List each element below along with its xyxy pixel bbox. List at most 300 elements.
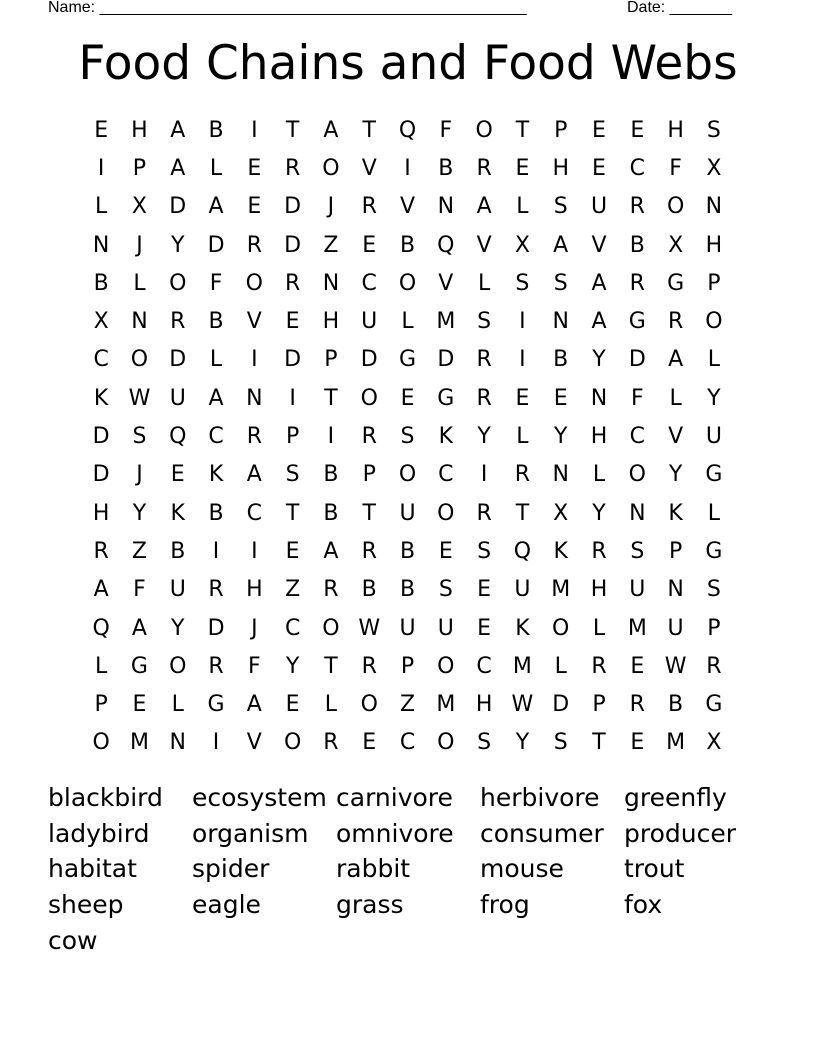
grid-letter: E <box>285 309 300 335</box>
grid-letter: O <box>130 347 149 373</box>
grid-letter: R <box>629 692 645 718</box>
grid-letter: N <box>246 385 263 411</box>
grid-letter: A <box>246 692 262 718</box>
grid-letter: L <box>477 270 491 296</box>
grid-letter: E <box>592 155 606 181</box>
grid-letter: C <box>284 615 301 641</box>
grid-letter: O <box>705 309 723 335</box>
grid-letter: Y <box>477 424 491 450</box>
grid-letter: S <box>553 194 568 220</box>
grid-letter: L <box>324 692 338 718</box>
grid-letter: J <box>327 194 335 220</box>
grid-letter: C <box>629 424 645 450</box>
grid-letter: H <box>322 309 340 335</box>
grid-letter: M <box>436 692 456 718</box>
grid-letter: E <box>515 155 530 181</box>
grid-letter: L <box>209 155 223 181</box>
grid-letter: S <box>132 424 147 450</box>
grid-letter: N <box>590 385 608 411</box>
grid-letter: V <box>438 270 454 296</box>
grid-letter: U <box>514 577 531 603</box>
grid-letter: A <box>591 270 607 296</box>
grid-letter: C <box>246 500 263 526</box>
grid-letter: Y <box>132 500 147 526</box>
grid-letter: R <box>208 577 224 603</box>
word-list-item: trout <box>624 854 685 884</box>
grid-letter: B <box>361 577 377 603</box>
grid-letter: A <box>93 577 109 603</box>
grid-letter: O <box>360 385 378 411</box>
grid-letter: Y <box>285 653 300 679</box>
grid-letter: H <box>705 232 723 258</box>
grid-letter: I <box>519 309 526 335</box>
grid-letter: P <box>400 653 415 679</box>
grid-letter: E <box>477 577 492 603</box>
grid-letter: H <box>131 117 148 143</box>
grid-letter: N <box>437 194 455 220</box>
grid-letter: P <box>707 615 721 641</box>
grid-letter: R <box>476 500 492 526</box>
grid-letter: W <box>511 692 534 718</box>
word-list-item: cow <box>48 925 98 955</box>
grid-letter: S <box>285 462 300 488</box>
grid-letter: A <box>131 615 147 641</box>
grid-letter: M <box>512 653 532 679</box>
word-list-item: consumer <box>480 818 604 848</box>
grid-letter: B <box>399 577 416 603</box>
grid-letter: O <box>283 730 302 756</box>
grid-letter: I <box>251 117 258 143</box>
grid-letter: B <box>323 500 339 526</box>
grid-letter: B <box>170 538 186 564</box>
grid-letter: L <box>95 194 108 220</box>
grid-letter: T <box>285 117 300 143</box>
grid-letter: D <box>92 424 110 450</box>
grid-letter: I <box>212 730 220 756</box>
grid-letter: A <box>323 538 339 564</box>
grid-letter: F <box>630 385 644 411</box>
grid-letter: I <box>519 347 526 373</box>
grid-letter: E <box>285 538 300 564</box>
grid-letter: E <box>630 117 645 143</box>
grid-letter: D <box>360 347 378 373</box>
word-list-item: grass <box>336 890 404 920</box>
grid-letter: O <box>398 270 417 296</box>
word-list-item: herbivore <box>480 783 600 812</box>
word-list-item: rabbit <box>336 854 411 884</box>
grid-letter: E <box>553 385 568 411</box>
grid-letter: U <box>667 615 684 641</box>
grid-letter: H <box>590 424 608 450</box>
grid-letter: W <box>664 653 687 679</box>
grid-letter: A <box>246 462 262 488</box>
grid-letter: L <box>592 462 606 488</box>
word-list-item: greenfly <box>624 783 727 812</box>
grid-letter: Z <box>131 538 147 564</box>
grid-letter: G <box>705 462 723 488</box>
grid-letter: P <box>362 462 376 488</box>
grid-letter: D <box>169 194 187 220</box>
grid-letter: F <box>209 270 223 296</box>
grid-letter: E <box>630 653 645 679</box>
grid-letter: M <box>129 730 149 756</box>
grid-letter: P <box>554 117 568 143</box>
grid-letter: O <box>169 270 187 296</box>
grid-letter: Q <box>513 538 532 564</box>
grid-letter: K <box>170 500 185 526</box>
grid-letter: P <box>132 155 147 181</box>
grid-letter: Q <box>398 117 417 143</box>
grid-letter: K <box>668 500 683 526</box>
grid-letter: L <box>401 309 414 335</box>
grid-letter: J <box>136 462 143 488</box>
word-list-item: mouse <box>480 854 564 884</box>
grid-letter: Q <box>437 232 455 258</box>
grid-letter: I <box>480 462 488 488</box>
grid-letter: C <box>361 270 377 296</box>
grid-letter: C <box>93 347 109 373</box>
word-list-item: blackbird <box>48 783 163 812</box>
grid-letter: R <box>284 155 301 181</box>
grid-letter: N <box>169 730 186 756</box>
grid-letter: I <box>289 385 296 411</box>
grid-letter: E <box>247 194 262 220</box>
grid-letter: B <box>208 500 224 526</box>
grid-letter: E <box>285 692 300 718</box>
grid-letter: Q <box>169 424 187 450</box>
grid-letter: H <box>590 577 608 603</box>
grid-letter: Y <box>171 232 185 258</box>
grid-letter: T <box>592 730 606 756</box>
grid-letter: O <box>398 462 417 488</box>
grid-letter: O <box>322 155 340 181</box>
grid-letter: O <box>475 117 493 143</box>
grid-letter: F <box>439 117 453 143</box>
grid-letter: Z <box>285 577 301 603</box>
grid-letter: G <box>207 692 225 718</box>
grid-letter: K <box>515 615 530 641</box>
grid-letter: J <box>251 615 258 641</box>
grid-letter: X <box>93 309 109 335</box>
grid-letter: V <box>361 155 377 181</box>
grid-letter: L <box>516 424 529 450</box>
grid-letter: T <box>515 500 530 526</box>
grid-letter: F <box>248 653 261 679</box>
grid-letter: B <box>629 232 645 258</box>
grid-letter: G <box>667 270 685 296</box>
grid-letter: N <box>322 270 340 296</box>
grid-letter: U <box>169 385 186 411</box>
grid-letter: S <box>438 577 453 603</box>
grid-letter: L <box>95 653 108 679</box>
grid-letter: O <box>437 500 455 526</box>
grid-letter: U <box>590 194 608 220</box>
grid-letter: A <box>208 194 224 220</box>
grid-letter: D <box>92 462 110 488</box>
grid-letter: R <box>361 653 377 679</box>
word-list-item: organism <box>192 818 309 848</box>
grid-letter: M <box>666 730 686 756</box>
grid-letter: E <box>94 117 109 143</box>
grid-letter: H <box>92 500 110 526</box>
grid-letter: K <box>208 462 224 488</box>
grid-letter: A <box>668 347 684 373</box>
grid-letter: V <box>246 730 262 756</box>
grid-letter: G <box>628 309 646 335</box>
grid-letter: R <box>284 270 301 296</box>
grid-letter: C <box>399 730 416 756</box>
grid-letter: B <box>668 692 684 718</box>
grid-letter: Z <box>323 232 339 258</box>
grid-letter: F <box>133 577 146 603</box>
grid-letter: R <box>361 538 377 564</box>
grid-letter: E <box>477 615 492 641</box>
grid-letter: V <box>399 194 416 220</box>
grid-letter: B <box>399 232 416 258</box>
grid-letter: L <box>592 615 606 641</box>
grid-letter: L <box>171 692 184 718</box>
grid-letter: G <box>437 385 455 411</box>
word-list-item: ladybird <box>48 818 150 848</box>
grid-letter: E <box>515 385 530 411</box>
grid-letter: M <box>436 309 456 335</box>
grid-letter: F <box>669 155 682 181</box>
grid-letter: E <box>438 538 453 564</box>
grid-letter: S <box>477 730 492 756</box>
name-field: Name: ________________________________________________ <box>48 0 527 16</box>
page-title: Food Chains and Food Webs <box>78 36 738 91</box>
grid-letter: X <box>706 155 722 181</box>
grid-letter: R <box>476 385 492 411</box>
word-list-item: eagle <box>192 890 261 920</box>
grid-letter: R <box>208 653 224 679</box>
word-list-item: ecosystem <box>192 783 327 812</box>
grid-letter: R <box>323 577 339 603</box>
grid-letter: P <box>707 270 721 296</box>
grid-letter: N <box>552 309 569 335</box>
grid-letter: T <box>285 500 300 526</box>
grid-letter: E <box>247 155 262 181</box>
grid-letter: O <box>360 692 378 718</box>
grid-letter: G <box>398 347 417 373</box>
grid-letter: M <box>551 577 571 603</box>
word-list-item: producer <box>624 818 737 848</box>
word-list-item: omnivore <box>336 818 454 848</box>
grid-letter: Y <box>592 347 606 373</box>
letter-grid <box>82 111 733 762</box>
grid-letter: R <box>667 309 684 335</box>
grid-letter: Y <box>707 385 721 411</box>
grid-letter: D <box>437 347 455 373</box>
grid-letter: R <box>514 462 531 488</box>
grid-letter: O <box>92 730 110 756</box>
grid-letter: G <box>705 692 723 718</box>
grid-letter: B <box>399 538 416 564</box>
grid-letter: L <box>133 270 146 296</box>
grid-letter: X <box>514 232 530 258</box>
grid-letter: C <box>476 653 492 679</box>
grid-letter: P <box>668 538 683 564</box>
grid-letter: A <box>553 232 569 258</box>
grid-letter: H <box>475 692 493 718</box>
grid-letter: R <box>93 538 109 564</box>
grid-letter: Y <box>592 500 606 526</box>
grid-letter: R <box>246 424 262 450</box>
word-list-item: spider <box>192 854 270 884</box>
grid-letter: B <box>208 117 224 143</box>
grid-letter: H <box>246 577 263 603</box>
grid-letter: K <box>93 385 109 411</box>
grid-letter: L <box>707 500 721 526</box>
grid-letter: X <box>706 730 722 756</box>
grid-letter: C <box>629 155 645 181</box>
grid-letter: D <box>207 615 225 641</box>
grid-letter: U <box>399 615 416 641</box>
grid-letter: A <box>208 385 224 411</box>
grid-letter: S <box>706 577 721 603</box>
grid-letter: T <box>362 500 376 526</box>
grid-letter: V <box>668 424 684 450</box>
grid-letter: L <box>209 347 223 373</box>
grid-letter: I <box>251 538 258 564</box>
grid-letter: T <box>362 117 376 143</box>
grid-letter: E <box>362 730 377 756</box>
grid-letter: N <box>552 462 569 488</box>
grid-letter: N <box>629 500 646 526</box>
grid-letter: R <box>706 653 722 679</box>
grid-letter: U <box>437 615 454 641</box>
grid-letter: R <box>476 155 492 181</box>
grid-letter: V <box>476 232 492 258</box>
grid-letter: A <box>323 117 339 143</box>
grid-letter: S <box>400 424 415 450</box>
grid-letter: D <box>207 232 225 258</box>
grid-letter: R <box>323 730 339 756</box>
word-list-item: fox <box>624 890 663 920</box>
grid-letter: K <box>553 538 568 564</box>
grid-letter: R <box>361 424 377 450</box>
grid-letter: W <box>358 615 381 641</box>
grid-letter: G <box>130 653 148 679</box>
grid-letter: P <box>592 692 606 718</box>
grid-letter: O <box>245 270 263 296</box>
grid-letter: L <box>554 653 567 679</box>
grid-letter: K <box>438 424 454 450</box>
grid-letter: I <box>404 155 411 181</box>
grid-letter: O <box>322 615 340 641</box>
grid-letter: R <box>591 538 607 564</box>
grid-letter: S <box>515 270 530 296</box>
word-list-item: habitat <box>48 854 137 884</box>
grid-letter: X <box>131 194 147 220</box>
worksheet-header <box>48 0 748 19</box>
grid-letter: S <box>477 309 492 335</box>
grid-letter: O <box>169 653 187 679</box>
grid-letter: P <box>324 347 338 373</box>
grid-letter: P <box>285 424 300 450</box>
grid-letter: N <box>705 194 723 220</box>
grid-letter: R <box>170 309 186 335</box>
grid-letter: Y <box>515 730 530 756</box>
grid-letter: G <box>705 538 723 564</box>
word-list-item: frog <box>480 890 530 920</box>
grid-letter: C <box>208 424 224 450</box>
grid-letter: I <box>251 347 258 373</box>
grid-letter: U <box>399 500 416 526</box>
grid-letter: O <box>437 653 455 679</box>
grid-letter: B <box>553 347 569 373</box>
grid-letter: D <box>284 194 302 220</box>
grid-letter: D <box>628 347 646 373</box>
grid-letter: B <box>323 462 339 488</box>
grid-letter: M <box>627 615 647 641</box>
grid-letter: J <box>136 232 143 258</box>
grid-letter: A <box>591 309 607 335</box>
grid-letter: O <box>552 615 570 641</box>
grid-letter: U <box>361 309 378 335</box>
grid-letter: D <box>284 347 302 373</box>
grid-letter: I <box>97 155 105 181</box>
grid-letter: R <box>361 194 377 220</box>
grid-letter: T <box>515 117 530 143</box>
grid-letter: U <box>169 577 186 603</box>
grid-letter: W <box>128 385 151 411</box>
grid-letter: B <box>438 155 454 181</box>
grid-letter: C <box>438 462 454 488</box>
grid-letter: B <box>208 309 224 335</box>
grid-letter: S <box>477 538 492 564</box>
grid-letter: L <box>669 385 682 411</box>
date-field: Date: _______ <box>627 0 732 16</box>
grid-letter: S <box>553 730 568 756</box>
word-list <box>48 780 768 958</box>
grid-letter: X <box>553 500 569 526</box>
grid-letter: L <box>516 194 529 220</box>
grid-letter: Y <box>171 615 185 641</box>
grid-letter: E <box>170 462 185 488</box>
grid-letter: N <box>131 309 148 335</box>
grid-letter: A <box>476 194 492 220</box>
grid-letter: E <box>400 385 415 411</box>
grid-letter: X <box>668 232 684 258</box>
grid-letter: T <box>324 653 338 679</box>
word-list-item: carnivore <box>336 783 453 812</box>
grid-letter: U <box>629 577 646 603</box>
grid-letter: S <box>630 538 645 564</box>
grid-letter: V <box>591 232 607 258</box>
grid-letter: E <box>592 117 606 143</box>
grid-letter: O <box>437 730 455 756</box>
grid-letter: Q <box>92 615 110 641</box>
grid-letter: V <box>246 309 262 335</box>
grid-letter: B <box>93 270 109 296</box>
grid-letter: I <box>327 424 335 450</box>
grid-letter: S <box>553 270 568 296</box>
grid-letter: L <box>707 347 721 373</box>
grid-letter: D <box>169 347 187 373</box>
grid-letter: O <box>628 462 646 488</box>
grid-letter: H <box>552 155 569 181</box>
grid-letter: R <box>629 194 645 220</box>
grid-letter: H <box>667 117 684 143</box>
grid-letter: E <box>132 692 147 718</box>
grid-letter: A <box>170 155 186 181</box>
grid-letter: T <box>324 385 338 411</box>
grid-letter: U <box>705 424 722 450</box>
grid-letter: Y <box>553 424 568 450</box>
grid-letter: E <box>362 232 377 258</box>
grid-letter: R <box>629 270 645 296</box>
